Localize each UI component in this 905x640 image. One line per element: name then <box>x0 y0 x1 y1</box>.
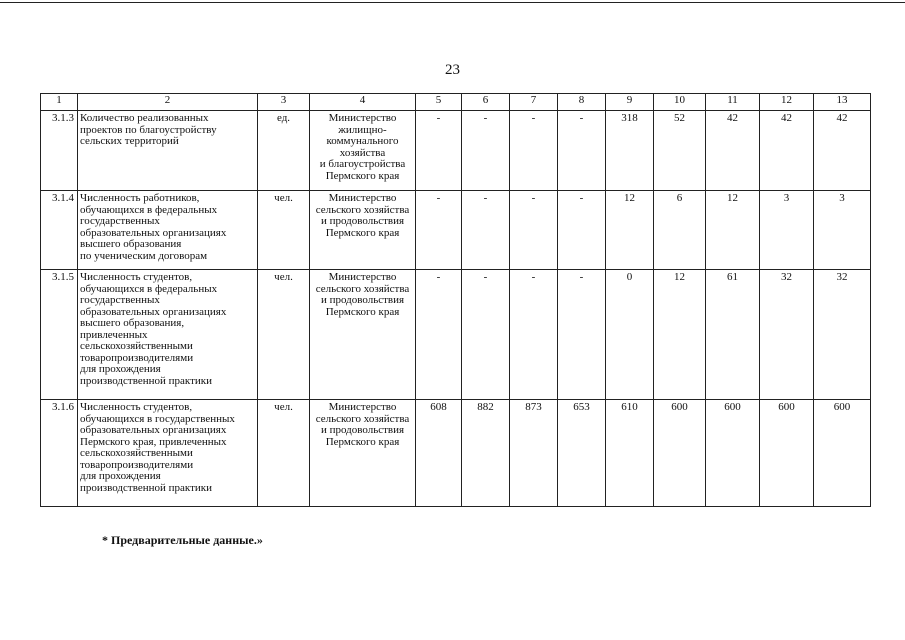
top-border-line <box>0 2 905 3</box>
indicator-name-line: сельских территорий <box>80 135 179 147</box>
organization-line: коммунального <box>326 135 399 147</box>
value-col-6: - <box>462 111 510 191</box>
value-col-9: 0 <box>606 270 654 400</box>
table-row <box>41 400 871 507</box>
responsible-organization <box>310 191 416 270</box>
indicator-name-line: производственной практики <box>80 481 213 494</box>
value-col-12: 42 <box>760 111 814 191</box>
value-col-5: - <box>416 270 462 400</box>
row-number: 3.1.6 <box>41 400 78 507</box>
value-col-11: 12 <box>706 191 760 270</box>
organization-line: сельского хозяйства <box>315 282 410 295</box>
indicator-name-line: образовательных организациях <box>80 226 227 239</box>
header-col-1: 1 <box>41 94 78 111</box>
header-col-10: 10 <box>654 94 706 111</box>
header-col-8: 8 <box>558 94 606 111</box>
page-number: 23 <box>445 62 460 78</box>
value-col-9: 12 <box>606 191 654 270</box>
header-col-2: 2 <box>78 94 258 111</box>
value-col-12: 3 <box>760 191 814 270</box>
indicator-name <box>78 270 258 400</box>
indicators-table <box>40 93 871 507</box>
indicator-name-line: Численность работников, <box>80 192 200 204</box>
indicator-name <box>78 400 258 507</box>
header-col-4: 4 <box>310 94 416 111</box>
responsible-organization <box>310 111 416 191</box>
indicator-name-line: проектов по благоустройству <box>80 123 217 136</box>
indicator-name-line: обучающихся в государственных <box>80 412 235 425</box>
value-col-12: 32 <box>760 270 814 400</box>
organization-line: жилищно- <box>338 123 387 136</box>
value-col-5: - <box>416 191 462 270</box>
table-header-row <box>41 94 871 111</box>
header-col-7: 7 <box>510 94 558 111</box>
organization-line: сельского хозяйства <box>315 203 410 216</box>
value-col-5: 608 <box>416 400 462 507</box>
table-row <box>41 270 871 400</box>
value-col-8: - <box>558 111 606 191</box>
value-col-8: - <box>558 270 606 400</box>
header-col-11: 11 <box>706 94 760 111</box>
value-col-8: - <box>558 191 606 270</box>
indicator-name-line: сельскохозяйственными <box>80 340 193 352</box>
value-col-6: 882 <box>462 400 510 507</box>
footnote: * Предварительные данные.» <box>102 533 263 547</box>
organization-line: хозяйства <box>339 146 386 159</box>
indicator-name-line: Пермского края, привлеченных <box>80 435 227 448</box>
indicator-name-line: высшего образования <box>80 238 182 250</box>
value-col-10: 12 <box>654 270 706 400</box>
indicator-name-line: обучающихся в федеральных <box>80 203 218 216</box>
value-col-6: - <box>462 191 510 270</box>
indicator-name-line: для прохождения <box>80 363 161 375</box>
indicator-name-line: образовательных организациях <box>80 305 227 318</box>
value-col-7: - <box>510 191 558 270</box>
unit: чел. <box>258 270 310 400</box>
organization-line: Министерство <box>328 112 397 124</box>
value-col-10: 600 <box>654 400 706 507</box>
organization-line: Пермского края <box>325 435 400 448</box>
value-col-11: 600 <box>706 400 760 507</box>
responsible-organization <box>310 400 416 507</box>
row-number: 3.1.5 <box>41 270 78 400</box>
header-col-5: 5 <box>416 94 462 111</box>
indicator-name-line: высшего образования, <box>80 317 185 329</box>
organization-line: и продовольствия <box>320 294 405 306</box>
organization-line: Пермского края <box>325 169 400 182</box>
unit: чел. <box>258 400 310 507</box>
indicator-name <box>78 191 258 270</box>
value-col-10: 6 <box>654 191 706 270</box>
indicator-name-line: обучающихся в федеральных <box>80 282 218 295</box>
organization-line: Министерство <box>328 271 397 283</box>
indicator-name-line: государственных <box>80 294 160 306</box>
indicator-name-line: производственной практики <box>80 374 213 387</box>
value-col-5: - <box>416 111 462 191</box>
value-col-6: - <box>462 270 510 400</box>
value-col-13: 32 <box>814 270 871 400</box>
value-col-13: 42 <box>814 111 871 191</box>
header-col-9: 9 <box>606 94 654 111</box>
indicator-name-line: для прохождения <box>80 470 161 482</box>
responsible-organization <box>310 270 416 400</box>
indicator-name-line: Количество реализованных <box>80 112 209 124</box>
value-col-7: - <box>510 111 558 191</box>
indicator-name-line: образовательных организациях <box>80 424 227 436</box>
indicator-name <box>78 111 258 191</box>
indicator-name-line: Численность студентов, <box>80 401 193 413</box>
organization-line: и продовольствия <box>320 215 405 227</box>
indicator-name-line: товаропроизводителями <box>80 458 194 471</box>
organization-line: и благоустройства <box>319 158 406 170</box>
organization-line: сельского хозяйства <box>315 412 410 425</box>
header-col-12: 12 <box>760 94 814 111</box>
value-col-12: 600 <box>760 400 814 507</box>
value-col-8: 653 <box>558 400 606 507</box>
organization-line: Министерство <box>328 401 397 413</box>
indicator-name-line: сельскохозяйственными <box>80 447 193 459</box>
indicator-name-line: Численность студентов, <box>80 271 193 283</box>
unit: чел. <box>258 191 310 270</box>
organization-line: и продовольствия <box>320 424 405 436</box>
value-col-7: 873 <box>510 400 558 507</box>
value-col-7: - <box>510 270 558 400</box>
organization-line: Пермского края <box>325 226 400 239</box>
organization-line: Пермского края <box>325 305 400 318</box>
header-col-6: 6 <box>462 94 510 111</box>
value-col-9: 318 <box>606 111 654 191</box>
header-col-3: 3 <box>258 94 310 111</box>
header-col-13: 13 <box>814 94 871 111</box>
value-col-11: 61 <box>706 270 760 400</box>
organization-line: Министерство <box>328 192 397 204</box>
row-number: 3.1.3 <box>41 111 78 191</box>
row-number: 3.1.4 <box>41 191 78 270</box>
indicator-name-line: государственных <box>80 215 160 227</box>
value-col-13: 3 <box>814 191 871 270</box>
indicator-name-line: привлеченных <box>80 328 148 341</box>
table-row <box>41 111 871 191</box>
value-col-9: 610 <box>606 400 654 507</box>
value-col-11: 42 <box>706 111 760 191</box>
indicator-name-line: товаропроизводителями <box>80 351 194 364</box>
value-col-13: 600 <box>814 400 871 507</box>
unit: ед. <box>258 111 310 191</box>
value-col-10: 52 <box>654 111 706 191</box>
table-row <box>41 191 871 270</box>
indicator-name-line: по ученическим договорам <box>80 249 208 262</box>
